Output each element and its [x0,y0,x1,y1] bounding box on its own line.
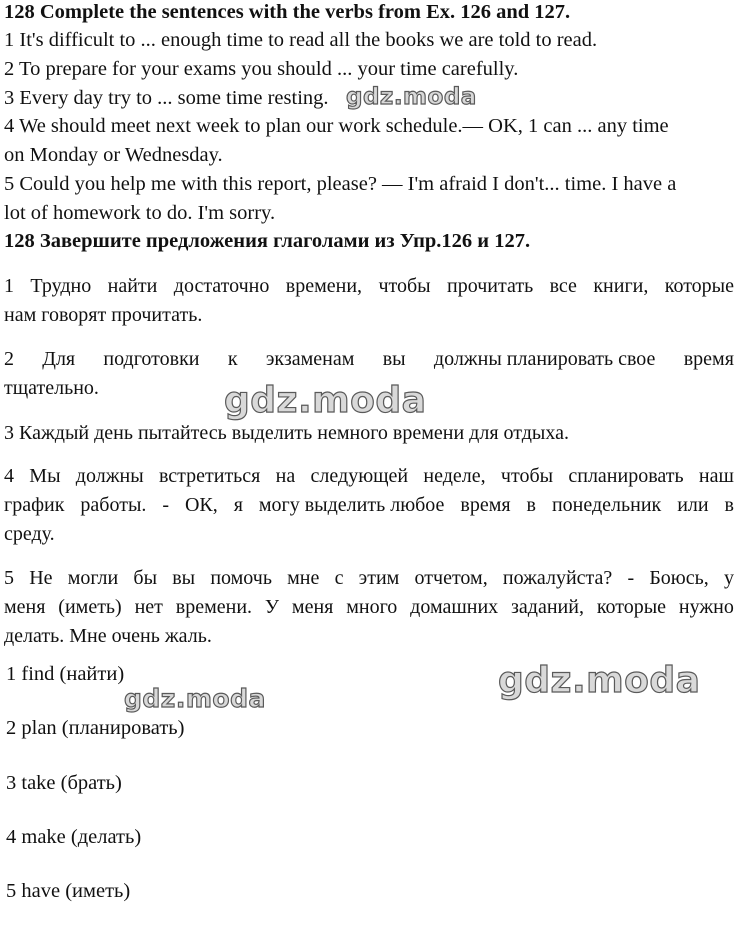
word: вы [382,348,406,370]
russian-sentence-5-line-2 [4,595,734,619]
word: бы [133,567,158,589]
english-sentence-2: 2 To prepare for your exams you should ... your time carefully. [4,58,519,80]
word: достаточно [173,275,270,297]
word: я [233,494,243,516]
word: Не [29,567,53,589]
word: работы. [80,494,147,516]
word: меня [291,596,334,618]
word: в [724,494,734,516]
word: отчетом, [414,567,488,589]
word: время [683,348,734,370]
word: заданий, [511,596,584,618]
russian-sentence-4-line-2 [4,493,734,517]
word: Трудно [30,275,92,297]
word: домашних [410,596,499,618]
word: спланировать [568,465,684,487]
word: с [334,567,344,589]
word: время [460,494,511,516]
word: (иметь) [58,596,122,618]
word: 4 [4,465,14,487]
word: У [264,596,280,618]
word: понедельник [551,494,662,516]
watermark-logo: gdz.moda [498,660,701,701]
word: мне [287,567,320,589]
russian-sentence-3: 3 Каждый день пытайтесь выделить немного времени для отдыха. [4,422,569,444]
answer-3: 3 take (брать) [6,772,122,794]
russian-sentence-2-line-1 [4,347,734,371]
word: нужно [678,596,734,618]
english-exercise-title: 128 Complete the sentences with the verbs from Ex. 126 and 127. [4,1,571,23]
word: нет [134,596,163,618]
word: к [227,348,238,370]
answer-2: 2 plan (планировать) [6,717,185,739]
word: которые [596,596,667,618]
word: встретиться [158,465,261,487]
word: 2 [4,348,14,370]
word: наш [698,465,734,487]
word: должны планировать свое [433,348,656,370]
word: много [346,596,398,618]
watermark-logo: gdz.moda [124,684,266,713]
answer-1: 1 find (найти) [6,663,125,685]
word: 1 [4,275,14,297]
russian-sentence-5-line-3: делать. Мне очень жаль. [4,625,212,647]
word: этим [358,567,400,589]
answer-5: 5 have (иметь) [6,880,131,902]
russian-sentence-2-line-2: тщательно. [4,377,99,399]
word: времени. [175,596,253,618]
word: меня [4,596,46,618]
word: ОК, [184,494,218,516]
russian-exercise-title: 128 Завершите предложения глаголами из Упр.126 и 127. [4,230,531,252]
word: чтобы [378,275,431,297]
word: которые [664,275,734,297]
word: подготовки [103,348,200,370]
russian-sentence-1-line-1 [4,274,734,298]
watermark-logo: gdz.moda [346,84,477,110]
english-sentence-4-line-1: 4 We should meet next week to plan our work schedule.— OK, 1 can ... any time [4,115,669,137]
word: график [4,494,65,516]
word: помочь [210,567,272,589]
word: 5 [4,567,14,589]
word: книги, [593,275,649,297]
word: вы [172,567,196,589]
answer-4: 4 make (делать) [6,826,142,848]
word: на [275,465,296,487]
english-sentence-1: 1 It's difficult to ... enough time to read all the books we are told to read. [4,29,598,51]
word: экзаменам [265,348,355,370]
word: следующей [310,465,409,487]
word: неделе, [423,465,486,487]
word: или [677,494,709,516]
word: чтобы [500,465,554,487]
word: прочитать [447,275,534,297]
english-sentence-4-line-2: on Monday or Wednesday. [4,144,223,166]
russian-sentence-4-line-1 [4,464,734,488]
word: - [627,567,635,589]
word: Мы [29,465,61,487]
word: найти [107,275,158,297]
word: могу выделить любое [258,494,445,516]
word: все [549,275,577,297]
word: могли [67,567,119,589]
word: пожалуйста? [502,567,613,589]
russian-sentence-1-line-2: нам говорят прочитать. [4,304,203,326]
word: времени, [285,275,363,297]
russian-sentence-4-line-3: среду. [4,523,55,545]
english-sentence-5-line-2: lot of homework to do. I'm sorry. [4,202,276,224]
word: должны [75,465,144,487]
word: в [526,494,536,516]
english-sentence-3: 3 Every day try to ... some time resting. [4,87,329,109]
word: Для [42,348,76,370]
english-sentence-5-line-1: 5 Could you help me with this report, please? — I'm afraid I don't... time. I have a [4,173,677,195]
watermark-logo: gdz.moda [224,380,427,421]
russian-sentence-5-line-1 [4,566,734,590]
word: - [162,494,170,516]
word: Боюсь, [649,567,709,589]
word: у [723,567,734,589]
